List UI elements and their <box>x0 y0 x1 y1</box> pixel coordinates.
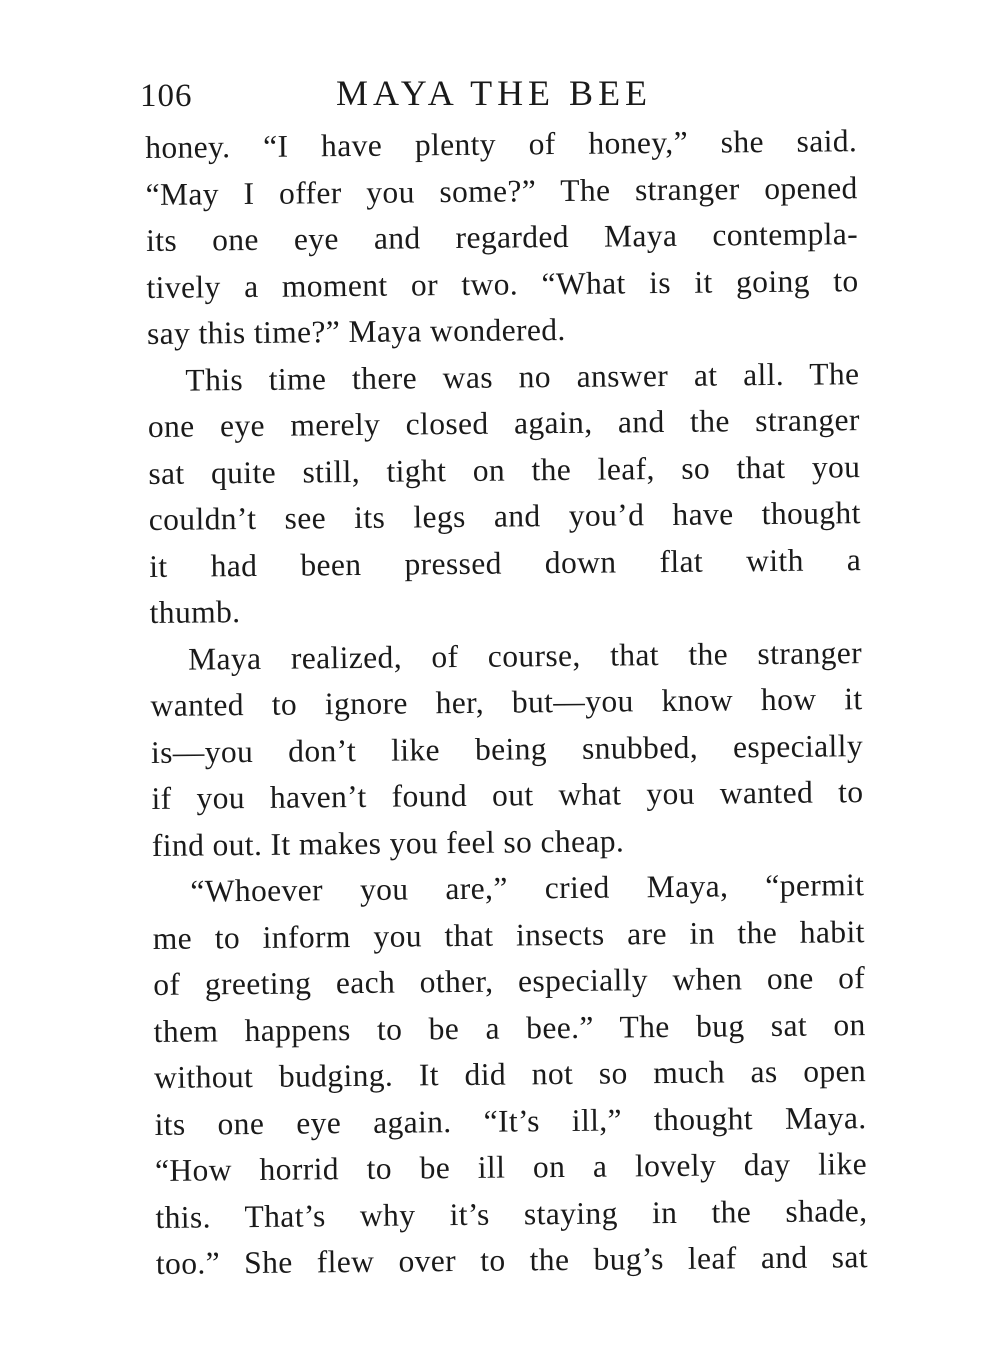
text-line: it had been pressed down flat with a <box>149 541 862 584</box>
text-line: this. That’s why it’s staying in the shade, <box>155 1192 868 1235</box>
page-header <box>140 72 860 122</box>
text-line: sat quite still, tight on the leaf, so that you <box>148 448 861 491</box>
text-line: wanted to ignore her, but—you know how it <box>150 681 863 723</box>
text-line: of greeting each other, especially when one of <box>153 960 866 1002</box>
page-number: 106 <box>140 78 193 114</box>
text-line: without budging. It did not so much as open <box>153 1053 867 1095</box>
text-line: “May I offer you some?” The stranger opened <box>145 169 858 212</box>
text-line: too.” She flew over to the bug’s leaf and sat <box>155 1239 869 1281</box>
text-line: This time there was no answer at all. The <box>185 355 860 398</box>
text-line: tively a moment or two. “What is it going to <box>146 262 859 305</box>
text-line: one eye merely closed again, and the stranger <box>147 402 861 444</box>
running-title: MAYA THE BEE <box>336 73 653 113</box>
text-line: if you haven’t found out what you wanted to <box>151 774 864 816</box>
body-text <box>145 118 868 1287</box>
text-line: couldn’t see its legs and you’d have thought <box>148 495 861 537</box>
text-line: me to inform you that insects are in the habit <box>152 913 865 956</box>
text-line: its one eye again. “It’s ill,” thought Maya. <box>154 1099 867 1142</box>
text-line: its one eye and regarded Maya contempla- <box>145 216 859 258</box>
text-line: “Whoever you are,” cried Maya, “permit <box>190 867 865 909</box>
text-line: say this time?” Maya wondered. <box>146 311 566 351</box>
text-line: “How horrid to be ill on a lovely day like <box>154 1146 868 1188</box>
text-line: is—you don’t like being snubbed, especially <box>150 727 864 770</box>
text-line: them happens to be a bee.” The bug sat on <box>153 1006 866 1049</box>
text-line: Maya realized, of course, that the stranger <box>187 634 863 677</box>
text-line: find out. It makes you feel so cheap. <box>151 822 625 863</box>
text-line: honey. “I have plenty of honey,” she said. <box>145 123 858 165</box>
text-line: thumb. <box>149 594 241 630</box>
